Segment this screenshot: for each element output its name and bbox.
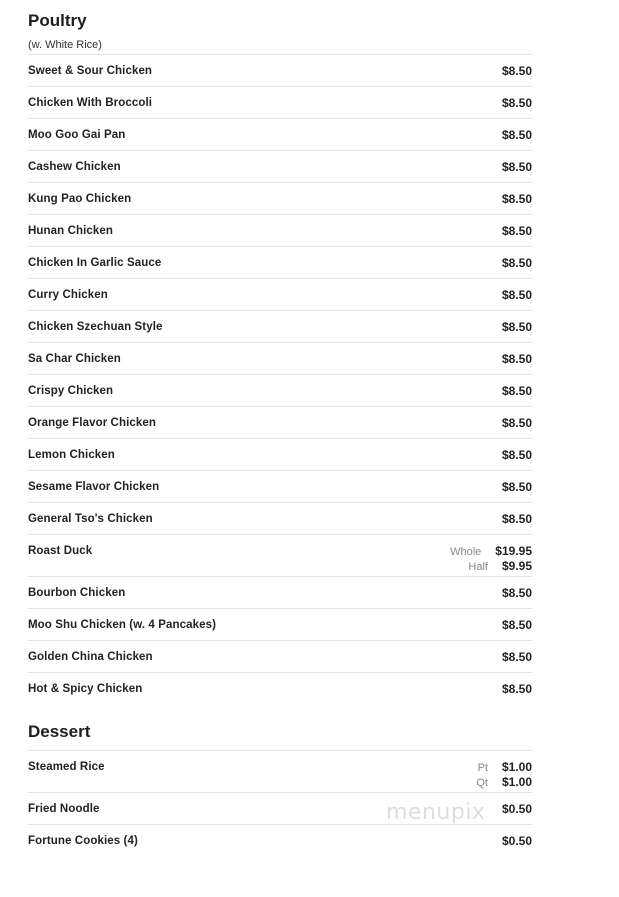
price-line (502, 586, 532, 600)
menu-item-prices (502, 224, 532, 238)
menu-item-row (28, 182, 532, 214)
menu-item-prices (502, 352, 532, 366)
menu-item-prices (502, 320, 532, 334)
size-label: Whole (450, 546, 482, 558)
price-line (502, 618, 532, 632)
price-line (468, 559, 532, 574)
section-poultry (28, 10, 532, 704)
menu-item-prices (476, 760, 532, 790)
menu-item-name: Chicken In Garlic Sauce (28, 257, 162, 269)
menu-item-name: Roast Duck (28, 545, 93, 557)
item-price: $19.95 (495, 544, 532, 558)
price-line (502, 64, 532, 78)
price-line (502, 224, 532, 238)
menu-item-row (28, 246, 532, 278)
item-price: $8.50 (501, 650, 532, 664)
menu-item-name: Sesame Flavor Chicken (28, 481, 160, 493)
menu-item-prices (502, 682, 532, 696)
menu-item-prices (502, 384, 532, 398)
price-line (476, 775, 532, 790)
menu-item-name: Cashew Chicken (28, 161, 121, 173)
menu-item-row (28, 438, 532, 470)
price-line (502, 682, 532, 696)
item-price: $0.50 (501, 834, 532, 848)
menu-item-name: Sweet & Sour Chicken (28, 65, 153, 77)
menu-item-prices (502, 96, 532, 110)
menu-item-row (28, 310, 532, 342)
menu-item-row (28, 750, 532, 792)
menu-item-row (28, 118, 532, 150)
menu-item-prices (502, 480, 532, 494)
menu-item-name: Chicken Szechuan Style (28, 321, 163, 333)
menu-item-row (28, 54, 532, 86)
section-note: (w. White Rice) (28, 39, 102, 51)
menu-item-row (28, 342, 532, 374)
menu-item-row (28, 502, 532, 534)
item-price: $8.50 (501, 96, 532, 110)
item-price: $0.50 (501, 802, 532, 816)
price-line (502, 834, 532, 848)
menu-item-row (28, 640, 532, 672)
menu-item-row (28, 406, 532, 438)
item-price: $8.50 (501, 352, 532, 366)
menu-item-list (28, 54, 532, 704)
menu-item-name: Fortune Cookies (4) (28, 835, 138, 847)
size-label: Pt (477, 762, 488, 774)
menu-item-name: Bourbon Chicken (28, 587, 126, 599)
price-line (502, 320, 532, 334)
section-title: Dessert (28, 722, 91, 741)
menu-item-name: Hunan Chicken (28, 225, 114, 237)
price-line (478, 760, 532, 775)
watermark-logo: menupix (386, 800, 486, 825)
menu-item-name: Sa Char Chicken (28, 353, 121, 365)
price-line (502, 256, 532, 270)
menu-item-prices (502, 618, 532, 632)
menu-item-name: Kung Pao Chicken (28, 193, 132, 205)
price-line (502, 448, 532, 462)
menu-item-prices (502, 650, 532, 664)
menu-item-prices (502, 256, 532, 270)
price-line (502, 480, 532, 494)
menu-item-row (28, 214, 532, 246)
section-title: Poultry (28, 11, 87, 30)
menu-item-row (28, 278, 532, 310)
menu-item-name: Orange Flavor Chicken (28, 417, 156, 429)
menu-item-name: Chicken With Broccoli (28, 97, 153, 109)
item-price: $8.50 (501, 448, 532, 462)
menu-item-row (28, 86, 532, 118)
price-line (502, 96, 532, 110)
size-label: Qt (476, 777, 488, 789)
item-price: $8.50 (501, 256, 532, 270)
menu-item-prices (502, 802, 532, 816)
item-price: $8.50 (501, 512, 532, 526)
item-price: $8.50 (501, 480, 532, 494)
menu-item-prices (502, 64, 532, 78)
price-line (502, 352, 532, 366)
item-price: $8.50 (501, 64, 532, 78)
menu-item-prices (502, 416, 532, 430)
menu-item-row (28, 608, 532, 640)
price-line (502, 802, 532, 816)
item-price: $1.00 (501, 775, 532, 789)
menu-item-row (28, 470, 532, 502)
item-price: $8.50 (501, 288, 532, 302)
menu-item-prices (502, 586, 532, 600)
menu-item-row (28, 792, 532, 824)
price-line (502, 192, 532, 206)
item-price: $8.50 (501, 320, 532, 334)
menu-item-name: Steamed Rice (28, 761, 105, 773)
menu-item-list (28, 750, 532, 856)
menu-item-prices (502, 512, 532, 526)
menu-item-prices (450, 544, 532, 574)
menu-item-name: Moo Shu Chicken (w. 4 Pancakes) (28, 619, 216, 631)
item-price: $8.50 (501, 224, 532, 238)
price-line (502, 128, 532, 142)
menu-item-name: Lemon Chicken (28, 449, 115, 461)
menu-item-row (28, 576, 532, 608)
item-price: $8.50 (501, 416, 532, 430)
menu-item-name: Crispy Chicken (28, 385, 114, 397)
menu (28, 10, 532, 856)
price-line (502, 160, 532, 174)
item-price: $8.50 (501, 128, 532, 142)
item-price: $8.50 (501, 682, 532, 696)
price-line (502, 288, 532, 302)
item-price: $8.50 (501, 192, 532, 206)
menu-item-row (28, 534, 532, 576)
menu-item-prices (502, 128, 532, 142)
item-price: $8.50 (501, 618, 532, 632)
menu-item-name: Fried Noodle (28, 803, 100, 815)
price-line (502, 512, 532, 526)
menu-item-prices (502, 448, 532, 462)
size-label: Half (468, 561, 488, 573)
menu-item-row (28, 150, 532, 182)
item-price: $9.95 (501, 559, 532, 573)
item-price: $8.50 (501, 586, 532, 600)
menu-item-name: General Tso's Chicken (28, 513, 153, 525)
price-line (502, 416, 532, 430)
menu-item-name: Moo Goo Gai Pan (28, 129, 126, 141)
price-line (502, 650, 532, 664)
menu-item-prices (502, 288, 532, 302)
menu-item-row (28, 824, 532, 856)
section-dessert (28, 721, 532, 856)
menu-item-prices (502, 160, 532, 174)
menu-item-prices (502, 834, 532, 848)
menu-item-row (28, 672, 532, 704)
menu-item-row (28, 374, 532, 406)
menu-item-name: Curry Chicken (28, 289, 108, 301)
menu-item-name: Hot & Spicy Chicken (28, 683, 143, 695)
price-line (502, 384, 532, 398)
price-line (450, 544, 532, 559)
item-price: $1.00 (501, 760, 532, 774)
item-price: $8.50 (501, 384, 532, 398)
item-price: $8.50 (501, 160, 532, 174)
menu-item-prices (502, 192, 532, 206)
menu-item-name: Golden China Chicken (28, 651, 153, 663)
